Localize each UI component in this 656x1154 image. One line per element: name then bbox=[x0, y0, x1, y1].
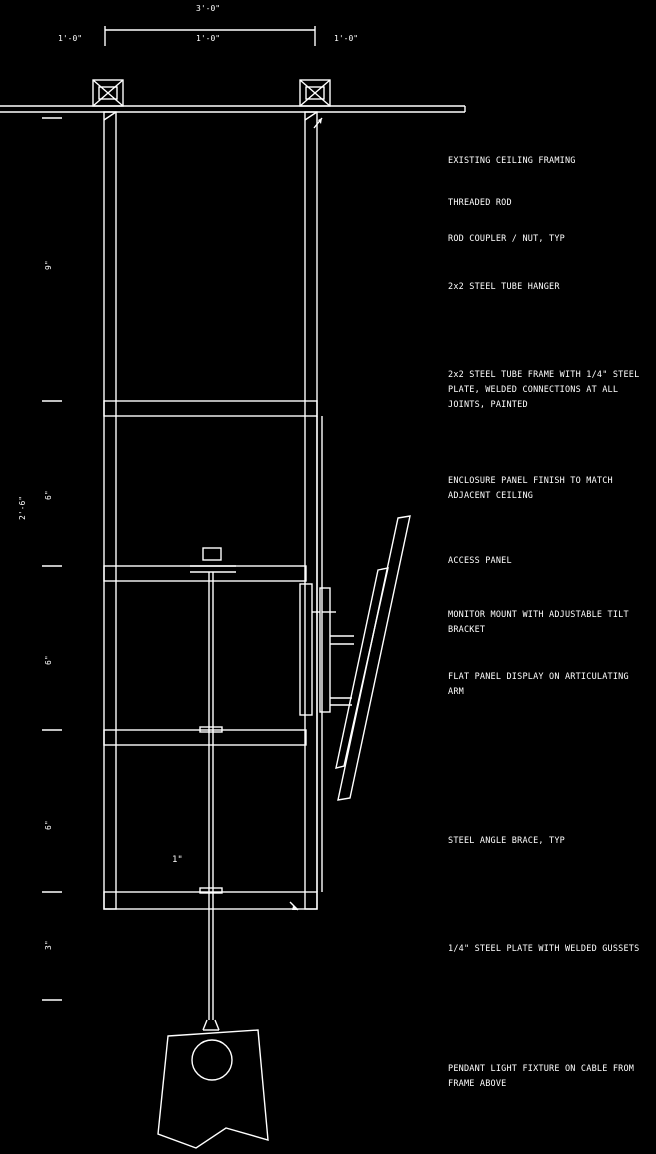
note-flat-panel: FLAT PANEL DISPLAY ON ARTICULATING ARM bbox=[448, 672, 629, 697]
frame-rail-4 bbox=[104, 892, 317, 909]
dim-bay-right: 1'-0" bbox=[334, 34, 359, 43]
central-rod bbox=[200, 572, 222, 1020]
note-angle-brace: STEEL ANGLE BRACE, TYP bbox=[448, 836, 565, 846]
pendant-light-fixture bbox=[158, 1020, 268, 1148]
note-pendant-light: PENDANT LIGHT FIXTURE ON CABLE FROM FRAME ABOVE bbox=[448, 1064, 635, 1089]
note-steel-plate: 1/4" STEEL PLATE WITH WELDED GUSSETS bbox=[448, 944, 640, 954]
dim-overall-height: 2'-6" bbox=[18, 495, 27, 520]
right-post bbox=[305, 112, 317, 909]
note-tube-frame: 2x2 STEEL TUBE FRAME WITH 1/4" STEEL PLATE, WELDED CONNECTIONS AT ALL JOINTS, PAINTED bbox=[448, 370, 640, 410]
frame-rail-2 bbox=[104, 566, 306, 581]
dim-tier-5: 3" bbox=[44, 940, 53, 950]
leader-lines bbox=[290, 118, 336, 910]
access-panel-box bbox=[190, 548, 236, 572]
monitor-mount bbox=[300, 584, 354, 715]
dim-tier-2: 6" bbox=[44, 490, 53, 500]
dim-bay-middle: 1'-0" bbox=[196, 34, 221, 43]
ceiling-framing-left bbox=[93, 80, 123, 106]
note-rod-coupler: ROD COUPLER / NUT, TYP bbox=[448, 234, 565, 244]
left-post bbox=[104, 112, 116, 909]
dim-bay-left: 1'-0" bbox=[58, 34, 83, 43]
ceiling-framing-right bbox=[300, 80, 330, 106]
dim-overall-width: 3'-0" bbox=[196, 4, 221, 13]
dim-tier-1: 9" bbox=[44, 260, 53, 270]
note-tube-hanger: 2x2 STEEL TUBE HANGER bbox=[448, 282, 560, 292]
flat-panel-display bbox=[336, 516, 410, 800]
left-dimension-ticks bbox=[42, 118, 62, 1000]
note-threaded-rod: THREADED ROD bbox=[448, 198, 512, 208]
dim-tier-4: 6" bbox=[44, 820, 53, 830]
note-enclosure-panel: ENCLOSURE PANEL FINISH TO MATCH ADJACENT CEILING bbox=[448, 476, 613, 501]
gusset-mark: 1" bbox=[172, 855, 183, 865]
note-access-panel: ACCESS PANEL bbox=[448, 556, 512, 566]
ceiling-plate bbox=[0, 106, 465, 112]
dim-tier-3: 6" bbox=[44, 655, 53, 665]
frame-rail-1 bbox=[104, 401, 317, 416]
note-monitor-mount: MONITOR MOUNT WITH ADJUSTABLE TILT BRACKET bbox=[448, 610, 629, 635]
note-ceiling-framing: EXISTING CEILING FRAMING bbox=[448, 156, 576, 166]
